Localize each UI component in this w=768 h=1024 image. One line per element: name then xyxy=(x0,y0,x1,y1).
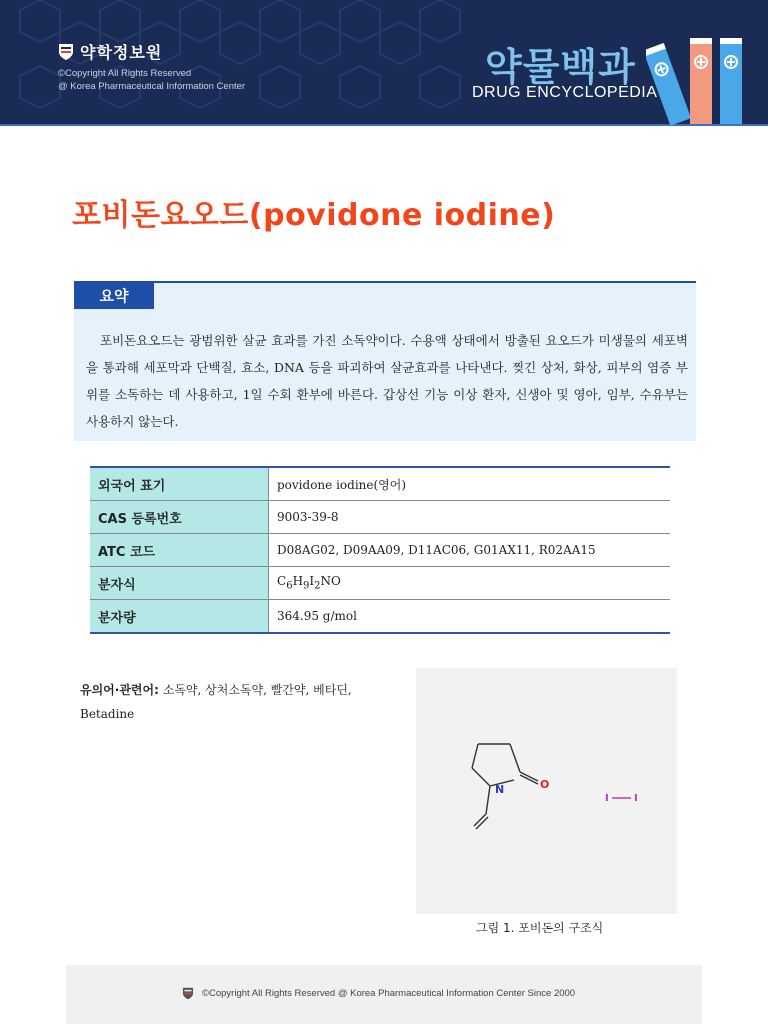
table-row xyxy=(90,467,670,501)
table-row xyxy=(90,600,670,634)
brand xyxy=(58,40,162,63)
atom-iodine-1: I xyxy=(605,793,609,804)
summary-text: 포비돈요오드는 광범위한 살균 효과를 가진 소독약이다. 수용액 상태에서 방출된 요오드가 미생물의 세포벽을 통과해 세포막과 단백질, 효소, DNA 등을 파괴하여 살균효과를 나타낸다. 찢긴 상처, 화상, 피부의 염증 부위를 소독하는 데 사용하고, 1일 수회 환부에 바른다. 갑상선 기능 이상 환자, 신생아 및 영아, 임부, 수유부는 사용하지 않는다. xyxy=(86,333,688,429)
table-row xyxy=(90,501,670,534)
table-value: 9003-39-8 xyxy=(269,501,671,534)
books-icon xyxy=(646,34,750,126)
summary-tab: 요약 xyxy=(74,283,154,309)
table-key: 외국어 표기 xyxy=(90,467,269,501)
table-value: D08AG02, D09AA09, D11AC06, G01AX11, R02AA15 xyxy=(269,534,671,567)
table-value: 364.95 g/mol xyxy=(269,600,671,634)
summary-box xyxy=(74,281,696,441)
table-value: povidone iodine(영어) xyxy=(269,467,671,501)
table-row xyxy=(90,567,670,600)
table-key: 분자식 xyxy=(90,567,269,600)
atom-nitrogen: N xyxy=(495,783,505,796)
page-title: 포비돈요오드(povidone iodine) xyxy=(72,198,556,233)
synonyms-label: 유의어·관련어: xyxy=(80,683,159,697)
table-row xyxy=(90,534,670,567)
page-footer xyxy=(66,965,702,1024)
synonyms-text: 소독약, 상처소독약, 빨간약, 베타딘, Betadine xyxy=(80,683,352,721)
molecular-formula: $C_6H_9I_2NO$ xyxy=(269,567,671,600)
header-copyright-line1: ©Copyright All Rights Reserved xyxy=(58,68,192,79)
page-header xyxy=(0,0,768,126)
header-copyright-line2: @ Korea Pharmaceutical Information Center xyxy=(58,81,246,92)
chemical-structure xyxy=(416,668,677,914)
synonyms xyxy=(80,678,390,726)
atom-oxygen: O xyxy=(540,778,550,791)
encyclopedia-title: 약물백과 xyxy=(485,45,636,89)
info-table xyxy=(90,466,670,634)
structure-figure xyxy=(416,668,677,914)
shield-logo-icon xyxy=(58,43,74,61)
brand-name: 약학정보원 xyxy=(80,43,163,62)
shield-logo-icon xyxy=(182,987,194,1000)
table-key: ATC 코드 xyxy=(90,534,269,567)
figure-caption: 그림 1. 포비돈의 구조식 xyxy=(476,921,604,935)
encyclopedia-subtitle: DRUG ENCYCLOPEDIA xyxy=(472,84,658,101)
footer-copyright: ©Copyright All Rights Reserved @ Korea Pharmaceutical Information Center Since 2000 xyxy=(202,988,576,999)
table-key: 분자량 xyxy=(90,600,269,634)
table-key: CAS 등록번호 xyxy=(90,501,269,534)
atom-iodine-2: I xyxy=(634,793,638,804)
